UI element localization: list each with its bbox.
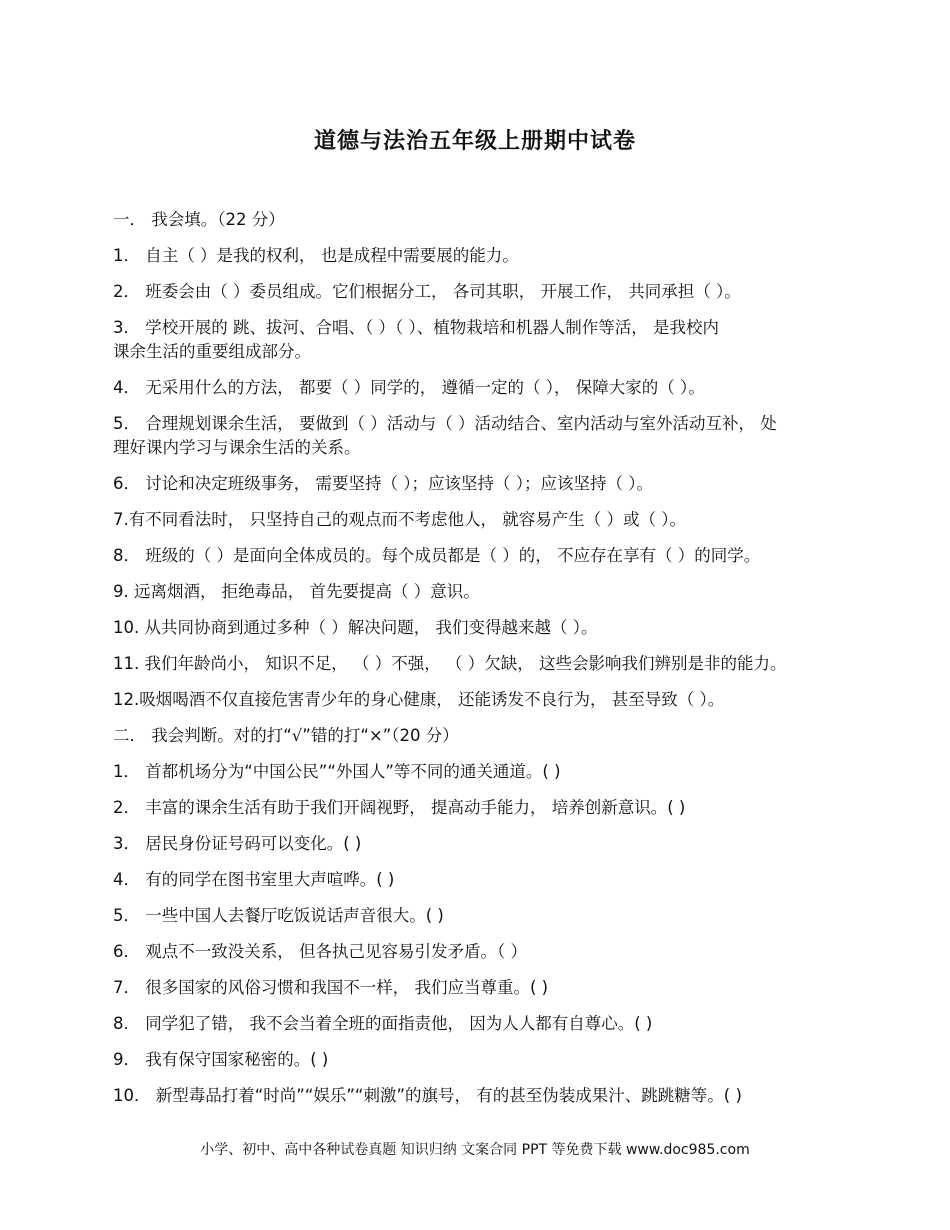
judge-question-10: 10． 新型毒品打着“时尚”“娱乐”“刺激”的旗号， 有的甚至伪装成果汁、跳跳糖等。( ) [113, 1086, 742, 1105]
fill-question-1: 1． 自主（ ）是我的权利， 也是成程中需要展的能力。 [113, 246, 519, 265]
fill-question-5-line-2: 理好课内学习与课余生活的关系。 [113, 438, 361, 457]
judge-question-3: 3． 居民身份证号码可以变化。( ) [113, 834, 362, 853]
judge-question-4: 4． 有的同学在图书室里大声喧哗。( ) [113, 870, 395, 889]
judge-question-2: 2． 丰富的课余生活有助于我们开阔视野， 提高动手能力， 培养创新意识。( ) [113, 798, 686, 817]
section-heading-judge: 二． 我会判断。对的打“√”错的打“×”（20 分） [113, 726, 459, 745]
fill-question-10: 10. 从共同协商到通过多种（ ）解决问题， 我们变得越来越（ ）。 [113, 618, 598, 637]
judge-question-1: 1． 首都机场分为“中国公民”“外国人”等不同的通关通道。( ) [113, 762, 561, 781]
fill-question-2: 2． 班委会由（ ）委员组成。它们根据分工， 各司其职， 开展工作， 共同承担（ ）。 [113, 282, 741, 301]
fill-question-7: 7.有不同看法时， 只坚持自己的观点而不考虑他人， 就容易产生（ ）或（ ）。 [113, 510, 686, 529]
fill-question-9: 9. 远离烟酒， 拒绝毒品， 首先要提高（ ）意识。 [113, 582, 480, 601]
judge-question-9: 9． 我有保守国家秘密的。( ) [113, 1050, 329, 1069]
judge-question-5: 5． 一些中国人去餐厅吃饭说话声音很大。( ) [113, 906, 444, 925]
fill-question-3-line-1: 3． 学校开展的 跳、拔河、合唱、（ ）（ ）、植物栽培和机器人制作等活， 是我校内 [113, 318, 719, 337]
fill-question-11: 11. 我们年龄尚小， 知识不足， （ ）不强， （ ）欠缺， 这些会影响我们辨别是非的能力。 [113, 654, 787, 673]
fill-question-5-line-1: 5． 合理规划课余生活， 要做到（ ）活动与（ ）活动结合、室内活动与室外活动互补， 处 [113, 414, 777, 433]
fill-question-3 [113, 316, 843, 364]
fill-question-5 [113, 412, 843, 460]
section-heading-fill: 一． 我会填。（22 分） [113, 210, 285, 229]
judge-question-8: 8． 同学犯了错， 我不会当着全班的面指责他， 因为人人都有自尊心。( ) [113, 1014, 653, 1033]
fill-question-8: 8． 班级的（ ）是面向全体成员的。每个成员都是（ ）的， 不应存在享有（ ）的同学。 [113, 546, 761, 565]
judge-question-6: 6． 观点不一致没关系， 但各执己见容易引发矛盾。（ ） [113, 942, 527, 961]
page-footer: 小学、初中、高中各种试卷真题 知识归纳 文案合同 PPT 等免费下载 www.doc985.com [200, 1142, 750, 1158]
fill-question-12: 12.吸烟喝酒不仅直接危害青少年的身心健康， 还能诱发不良行为， 甚至导致（ ）。 [113, 690, 725, 709]
page-title: 道德与法治五年级上册期中试卷 [313, 129, 636, 154]
fill-question-6: 6． 讨论和决定班级事务， 需要坚持（ ）；应该坚持（ ）；应该坚持（ ）。 [113, 474, 653, 493]
judge-question-7: 7． 很多国家的风俗习惯和我国不一样， 我们应当尊重。( ) [113, 978, 549, 997]
fill-question-4: 4． 无采用什么的方法， 都要（ ）同学的， 遵循一定的（ ）， 保障大家的（ ）。 [113, 378, 705, 397]
fill-question-3-line-2: 课余生活的重要组成部分。 [113, 342, 311, 361]
document-body [113, 208, 843, 1120]
